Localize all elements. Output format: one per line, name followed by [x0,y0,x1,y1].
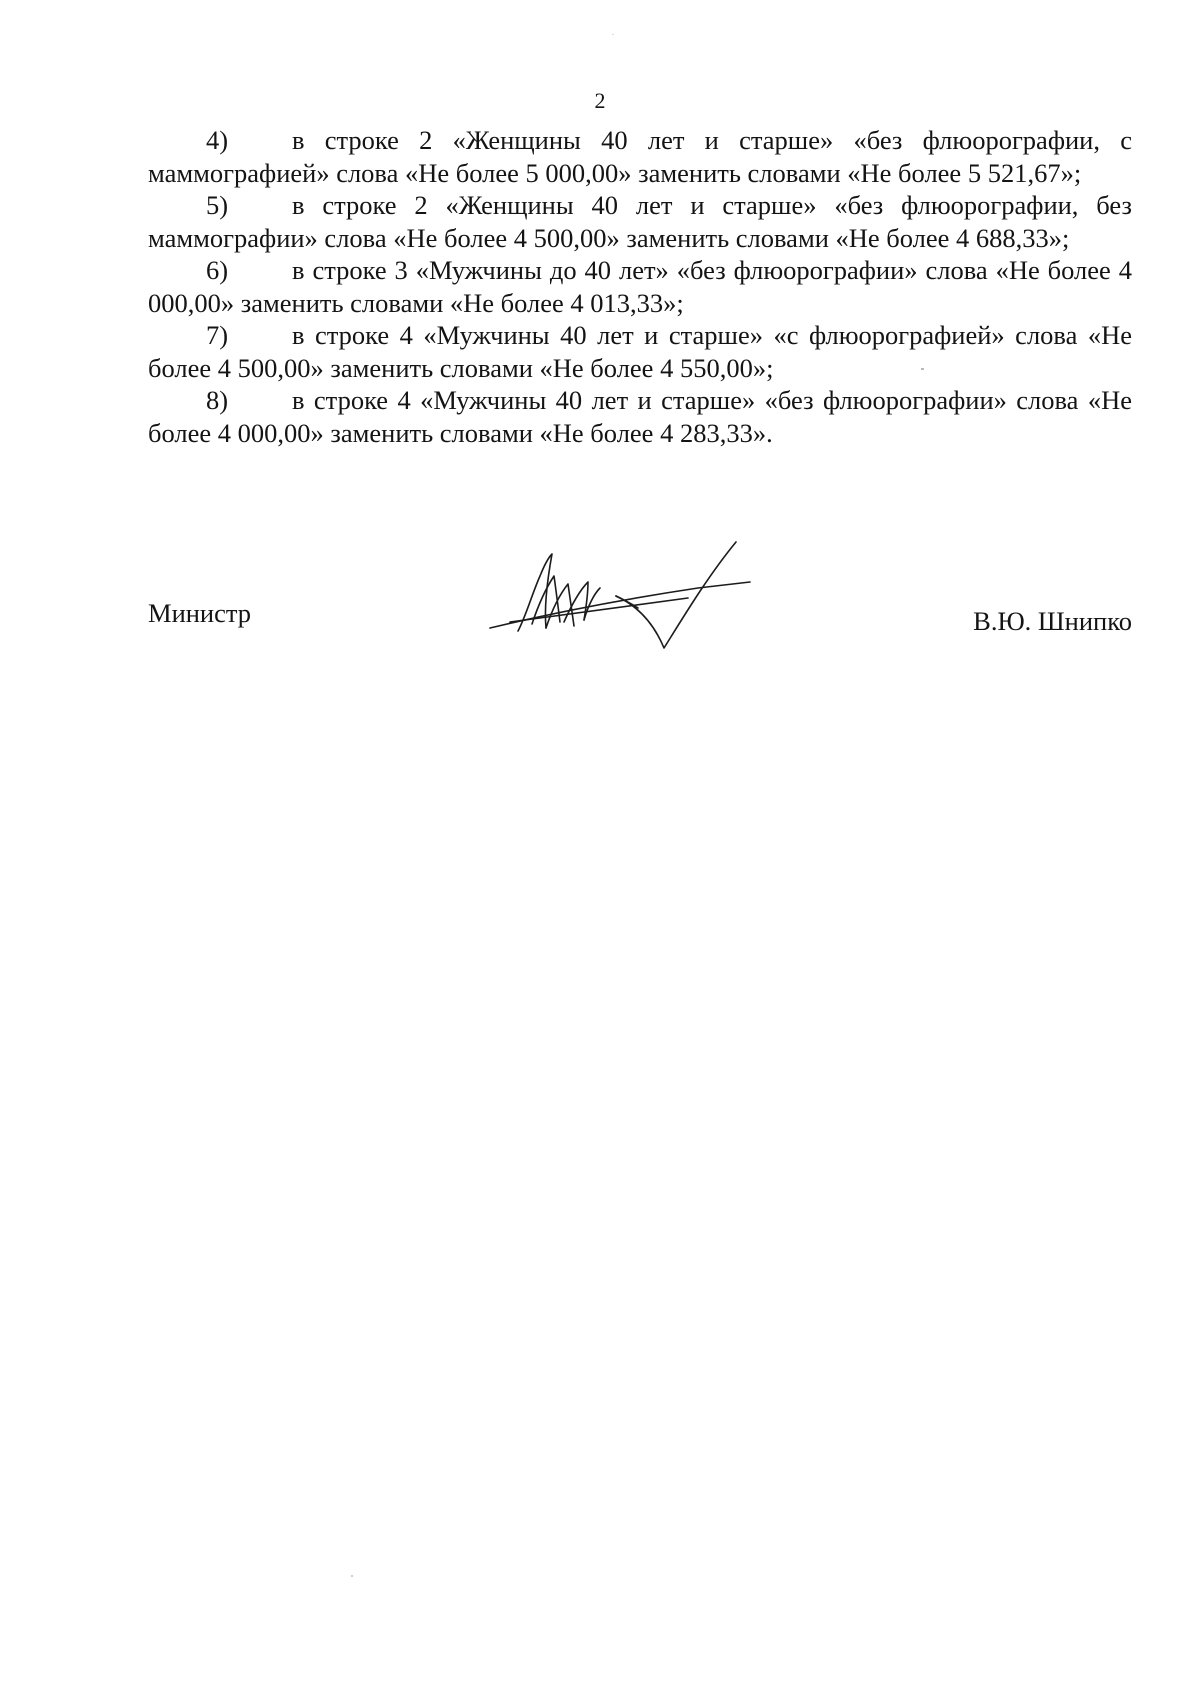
item-text: в строке 2 «Женщины 40 лет и старше» «без флюорографии, с маммографией» слова «Не более 5 000,00» заменить словами «Не более 5 521,67»; [148,125,1132,188]
item-number: 7) [206,320,229,350]
handwritten-signature [488,536,788,661]
amendment-item-8 [148,384,1132,449]
amendment-item-7 [148,319,1132,384]
page-number: 2 [594,88,606,113]
item-text: в строке 4 «Мужчины 40 лет и старше» «без флюорографии» слова «Не более 4 000,00» заменить словами «Не более 4 283,33». [148,385,1132,448]
scan-speck [921,368,924,370]
scan-speck [612,34,614,35]
item-text: в строке 2 «Женщины 40 лет и старше» «без флюорографии, без маммографии» слова «Не более 4 500,00» заменить словами «Не более 4 688,33»; [148,190,1132,253]
amendment-item-6 [148,254,1132,319]
amendment-list [148,124,1132,449]
item-number: 8) [206,385,229,415]
scan-speck [351,1575,353,1577]
item-text: в строке 4 «Мужчины 40 лет и старше» «с флюорографией» слова «Не более 4 500,00» заменить словами «Не более 4 550,00»; [148,320,1132,383]
amendment-item-5 [148,189,1132,254]
item-text: в строке 3 «Мужчины до 40 лет» «без флюорографии» слова «Не более 4 000,00» заменить словами «Не более 4 013,33»; [148,255,1132,318]
amendment-item-4 [148,124,1132,189]
item-number: 6) [206,255,229,285]
item-number: 5) [206,190,229,220]
item-number: 4) [206,125,229,155]
signer-name: В.Ю. Шнипко [973,606,1132,636]
signer-position: Министр [148,598,252,628]
